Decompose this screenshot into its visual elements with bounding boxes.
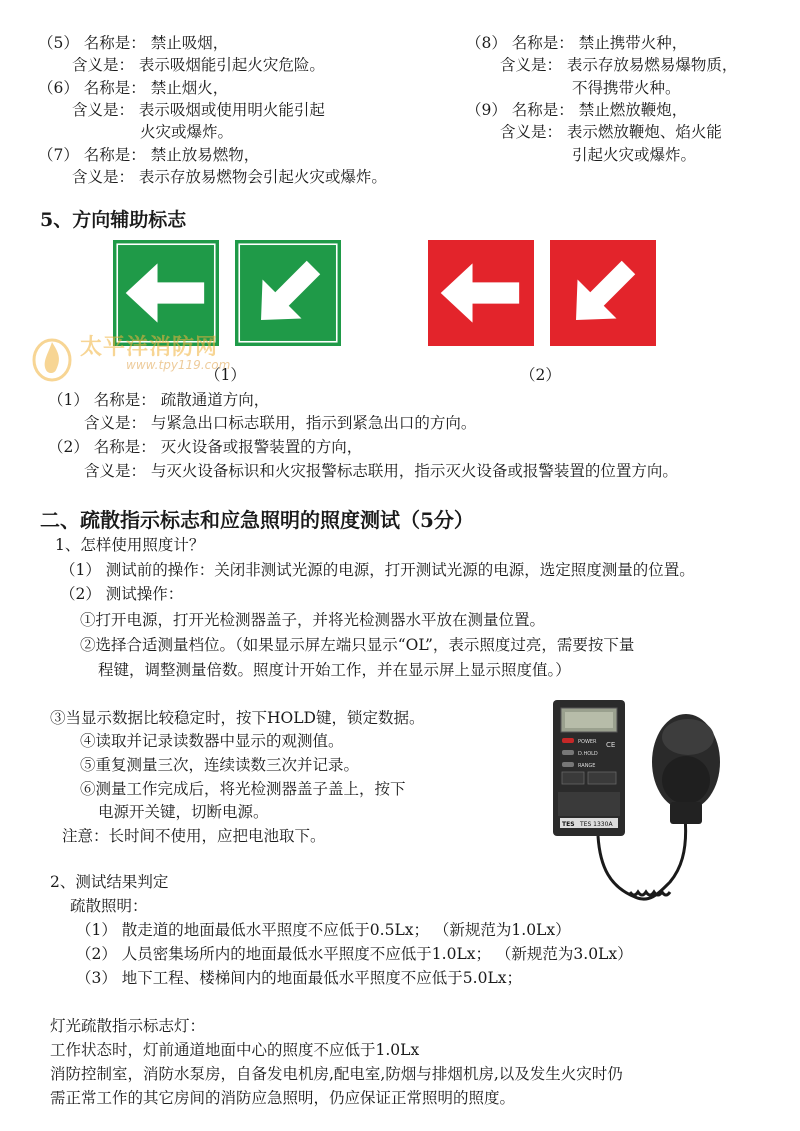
- item-6-name: （6） 名称是： 禁止烟火，: [38, 79, 229, 97]
- lamp-line-3: 需正常工作的其它房间的消防应急照明，仍应保证正常照明的照度。: [50, 1089, 516, 1107]
- item-7-name: （7） 名称是： 禁止放易燃物，: [38, 146, 260, 164]
- question-2: 2、测试结果判定: [50, 873, 169, 891]
- red-left-arrow-sign: [428, 240, 534, 346]
- sign-caption-1: （1）: [205, 366, 246, 384]
- part-2-heading: 二、疏散指示标志和应急照明的照度测试（5分）: [40, 508, 474, 532]
- left-arrow-icon: [428, 240, 534, 346]
- step-6-cont: 电源开关键，切断电源。: [98, 803, 269, 821]
- down-left-arrow-icon: [235, 240, 341, 346]
- item-7-meaning: 含义是： 表示存放易燃物会引起火灾或爆炸。: [72, 168, 387, 186]
- model-label: TES 1330A: [580, 821, 613, 828]
- test-operation-label: （2） 测试操作：: [60, 585, 184, 603]
- ce-mark: CE: [606, 741, 616, 749]
- lamp-line-1: 工作状态时，灯前通道地面中心的照度不应低于1.0Lx: [50, 1041, 420, 1059]
- item-6-meaning-cont: 火灾或爆炸。: [140, 123, 234, 141]
- brand-label: TES: [562, 821, 575, 828]
- evacuation-lighting-label: 疏散照明：: [70, 897, 148, 915]
- item-9-name: （9） 名称是： 禁止燃放鞭炮，: [466, 101, 688, 119]
- item-5-meaning: 含义是： 表示吸烟能引起火灾危险。: [72, 56, 325, 74]
- item-8-name: （8） 名称是： 禁止携带火种，: [466, 34, 688, 52]
- result-3: （3） 地下工程、楼梯间内的地面最低水平照度不应低于5.0Lx；: [76, 969, 522, 987]
- question-1: 1、怎样使用照度计？: [55, 536, 205, 554]
- item-6-meaning: 含义是： 表示吸烟或使用明火能引起: [72, 101, 325, 119]
- step-4: ④读取并记录读数器中显示的观测值。: [80, 732, 344, 750]
- step-2: ②选择合适测量档位。（如果显示屏左端只显示“OL”，表示照度过亮，需要按下量: [80, 636, 635, 654]
- lamp-line-2: 消防控制室，消防水泵房，自备发电机房,配电室,防烟与排烟机房,以及发生火灾时仍: [50, 1065, 623, 1083]
- item-9-meaning: 含义是： 表示燃放鞭炮、焰火能: [500, 123, 722, 141]
- direction-item-2-meaning: 含义是： 与灭火设备标识和火灾报警标志联用，指示灭火设备或报警装置的位置方向。: [84, 462, 678, 480]
- direction-item-1-name: （1） 名称是： 疏散通道方向，: [48, 391, 270, 409]
- item-9-meaning-cont: 引起火灾或爆炸。: [572, 146, 697, 164]
- step-5: ⑤重复测量三次，连续读数三次并记录。: [80, 756, 360, 774]
- power-label: POWER: [578, 739, 597, 745]
- down-left-arrow-icon: [550, 240, 656, 346]
- result-1: （1） 散走道的地面最低水平照度不应低于0.5Lx； （新规范为1.0Lx）: [76, 921, 571, 939]
- result-2: （2） 人员密集场所内的地面最低水平照度不应低于1.0Lx； （新规范为3.0Lx）: [76, 945, 633, 963]
- item-8-meaning: 含义是： 表示存放易燃易爆物质，: [500, 56, 738, 74]
- lamp-label: 灯光疏散指示标志灯：: [50, 1017, 206, 1035]
- watermark-text: 太平洋消防网: [80, 335, 219, 360]
- item-8-meaning-cont: 不得携带火种。: [572, 79, 681, 97]
- step-2-cont: 程键，调整测量倍数。照度计开始工作，并在显示屏上显示照度值。）: [98, 661, 571, 679]
- watermark-url: www.tpy119.com: [126, 358, 231, 372]
- pre-test-step: （1） 测试前的操作：关闭非测试光源的电源，打开测试光源的电源，选定照度测量的位置。: [60, 561, 695, 579]
- flame-icon: [28, 330, 76, 382]
- lux-meter-image: [520, 692, 780, 937]
- direction-item-2-name: （2） 名称是： 灭火设备或报警装置的方向，: [48, 438, 363, 456]
- green-down-left-arrow-sign: [235, 240, 341, 346]
- sign-caption-2: （2）: [520, 366, 561, 384]
- range-label: RANGE: [578, 763, 596, 769]
- section-5-heading: 5、方向辅助标志: [40, 209, 187, 231]
- hold-label: D.HOLD: [578, 751, 598, 757]
- note: 注意：长时间不使用，应把电池取下。: [62, 827, 326, 845]
- item-5-name: （5） 名称是： 禁止吸烟，: [38, 34, 229, 52]
- step-3: ③当显示数据比较稳定时，按下HOLD键，锁定数据。: [50, 709, 425, 727]
- red-down-left-arrow-sign: [550, 240, 656, 346]
- step-1: ①打开电源，打开光检测器盖子，并将光检测器水平放在测量位置。: [80, 611, 546, 629]
- step-6: ⑥测量工作完成后，将光检测器盖子盖上，按下: [80, 780, 406, 798]
- direction-item-1-meaning: 含义是： 与紧急出口标志联用，指示到紧急出口的方向。: [84, 414, 477, 432]
